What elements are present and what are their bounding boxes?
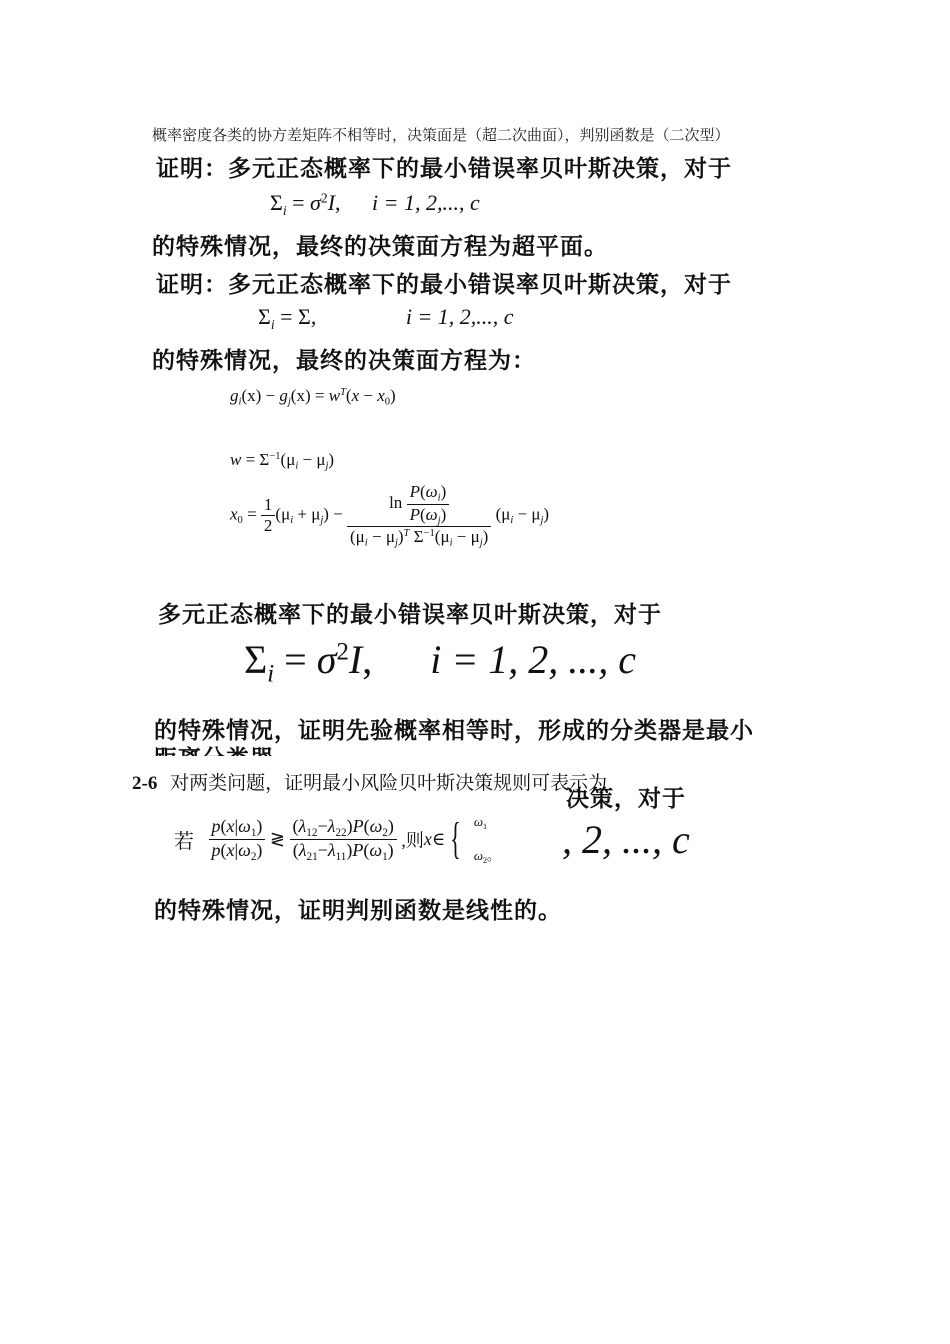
problem4-conclusion: 的特殊情况，证明判别函数是线性的。 [154,898,562,924]
problem3-condition: $\Sigma_i = \sigma^2I$, i = 1, 2, ..., c [244,637,637,688]
problem4-condition-tail: , 2, ..., c [562,817,690,862]
header-line: 概率密度各类的协方差矩阵不相等时，决策面是（超二次曲面），判别函数是（二次型） [152,126,730,144]
formula-discriminant-difference: $g_i(x) - g_j(x) = w^T(x - x_0)$ [230,386,396,408]
problem2-conclusion: 的特殊情况，最终的决策面方程为： [152,348,536,374]
problem-2-6-number: 2-6 [132,773,158,794]
problem1-index-range: i = 1, 2,..., c [372,190,480,215]
problem4-intro-visible: 决策，对于 [566,786,686,812]
formula-x0: $x_0$ = $\frac{1}{2}$ $(\mu_i + \mu_j)$ − ln $\frac{P(\omega_i)}{P(\omega_j)}$ $(\mu_i - \mu_j)^T$ $\Sigma^{-1}(\mu_i - \mu_j)$ $(\mu_i - \mu_j)$ [230,482,550,550]
problem-2-6-if: 若 [174,830,194,853]
problem3-intro: 多元正态概率下的最小错误率贝叶斯决策，对于 [158,602,662,628]
formula-weight-vector: $w = \Sigma^{-1}(\mu_i - \mu_j)$ [230,450,335,472]
problem-2-6-formula: 若 $\frac{p(x|\omega_1)}{p(x|\omega_2)}$ ≷ $\frac{(\lambda_{12}-\lambda_{22})P(\omega_2)}{(\lambda_{21}-\lambda_{11})P(\omega_1)}$ ,则x∈ { $\omega_1$ $\omega_2$。 [174,814,501,865]
problem-2-6-statement: 对两类问题，证明最小风险贝叶斯决策规则可表示为 [170,773,608,794]
problem3-index-range: i = 1, 2, ..., c [430,637,637,682]
problem2-condition: $\Sigma_i = \Sigma$, i = 1, 2,..., c [258,304,514,332]
problem1-condition: $\Sigma_i = \sigma^2I$, i = 1, 2,..., c [270,190,480,218]
problem3-conclusion-line1: 的特殊情况，证明先验概率相等时，形成的分类器是最小 [154,718,754,744]
problem2-intro: 证明：多元正态概率下的最小错误率贝叶斯决策，对于 [156,272,732,298]
problem1-conclusion: 的特殊情况，最终的决策面方程为超平面。 [152,234,608,260]
problem-2-6-heading [132,768,607,795]
problem2-index-range: i = 1, 2,..., c [405,304,514,329]
problem3-conclusion-line2-clipped [154,740,294,754]
problem1-intro: 证明：多元正态概率下的最小错误率贝叶斯决策，对于 [156,156,732,182]
problem-2-6-then: ,则 [401,830,424,851]
